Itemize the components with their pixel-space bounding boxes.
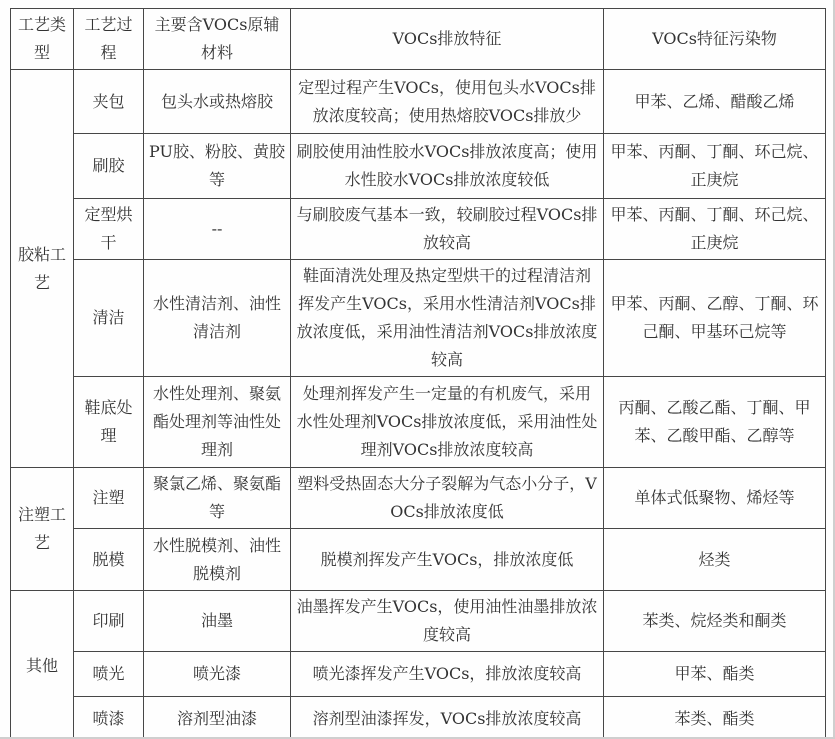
process-cell: 清洁 [74,260,144,377]
pollutants-cell: 甲苯、丙酮、丁酮、环己烷、正庚烷 [604,134,826,199]
table-row-penguang [11,652,826,697]
group-cell-adhesive-process: 胶粘工艺 [11,70,74,468]
process-cell: 喷光 [74,652,144,697]
materials-cell: 水性清洁剂、油性清洁剂 [144,260,291,377]
materials-cell: 喷光漆 [144,652,291,697]
group-cell-injection-process: 注塑工艺 [11,468,74,591]
table-row-jiabao [11,70,826,134]
materials-cell: PU胶、粉胶、黄胶等 [144,134,291,199]
pollutants-cell: 苯类、酯类 [604,697,826,739]
header-pollutants: VOCs特征污染物 [604,9,826,70]
materials-cell: -- [144,199,291,260]
emission-cell: 与刷胶废气基本一致，较刷胶过程VOCs排放较高 [291,199,604,260]
emission-cell: 处理剂挥发产生一定量的有机废气，采用水性处理剂VOCs排放浓度低，采用油性处理剂VOCs排放浓度较高 [291,377,604,468]
table-row-dingxing-honggan [11,199,826,260]
materials-cell: 水性处理剂、聚氨酯处理剂等油性处理剂 [144,377,291,468]
emission-cell: 刷胶使用油性胶水VOCs排放浓度高；使用水性胶水VOCs排放浓度较低 [291,134,604,199]
header-materials: 主要含VOCs原辅材料 [144,9,291,70]
pollutants-cell: 苯类、烷烃类和酮类 [604,591,826,652]
process-cell: 夹包 [74,70,144,134]
materials-cell: 油墨 [144,591,291,652]
pollutants-cell: 甲苯、酯类 [604,652,826,697]
pollutants-cell: 甲苯、乙烯、醋酸乙烯 [604,70,826,134]
table-row-penqi [11,697,826,739]
emission-cell: 鞋面清洗处理及热定型烘干的过程清洁剂挥发产生VOCs，采用水性清洁剂VOCs排放浓度低，采用油性清洁剂VOCs排放浓度较高 [291,260,604,377]
group-cell-other: 其他 [11,591,74,739]
table-row-yinshua [11,591,826,652]
table-row-zhusu [11,468,826,529]
materials-cell: 聚氯乙烯、聚氨酯等 [144,468,291,529]
vocs-process-table [10,8,826,739]
pollutants-cell: 单体式低聚物、烯烃等 [604,468,826,529]
process-cell: 印刷 [74,591,144,652]
emission-cell: 溶剂型油漆挥发，VOCs排放浓度较高 [291,697,604,739]
emission-cell: 脱模剂挥发产生VOCs，排放浓度低 [291,529,604,591]
table-row-qingjie [11,260,826,377]
process-cell: 定型烘干 [74,199,144,260]
pollutants-cell: 烃类 [604,529,826,591]
materials-cell: 包头水或热熔胶 [144,70,291,134]
table-row-tuomo [11,529,826,591]
emission-cell: 定型过程产生VOCs，使用包头水VOCs排放浓度较高；使用热熔胶VOCs排放少 [291,70,604,134]
table-header-row [11,9,826,70]
header-process: 工艺过程 [74,9,144,70]
emission-cell: 油墨挥发产生VOCs，使用油性油墨排放浓度较高 [291,591,604,652]
pollutants-cell: 丙酮、乙酸乙酯、丁酮、甲苯、乙酸甲酯、乙醇等 [604,377,826,468]
materials-cell: 水性脱模剂、油性脱模剂 [144,529,291,591]
emission-cell: 喷光漆挥发产生VOCs，排放浓度较高 [291,652,604,697]
process-cell: 喷漆 [74,697,144,739]
process-cell: 注塑 [74,468,144,529]
process-cell: 鞋底处理 [74,377,144,468]
pollutants-cell: 甲苯、丙酮、丁酮、环己烷、正庚烷 [604,199,826,260]
process-cell: 脱模 [74,529,144,591]
process-cell: 刷胶 [74,134,144,199]
emission-cell: 塑料受热固态大分子裂解为气态小分子，VOCs排放浓度低 [291,468,604,529]
header-emission: VOCs排放特征 [291,9,604,70]
header-process-type: 工艺类型 [11,9,74,70]
pollutants-cell: 甲苯、丙酮、乙醇、丁酮、环己酮、甲基环己烷等 [604,260,826,377]
table-row-shujiao [11,134,826,199]
materials-cell: 溶剂型油漆 [144,697,291,739]
table-row-xiedi-chuli [11,377,826,468]
